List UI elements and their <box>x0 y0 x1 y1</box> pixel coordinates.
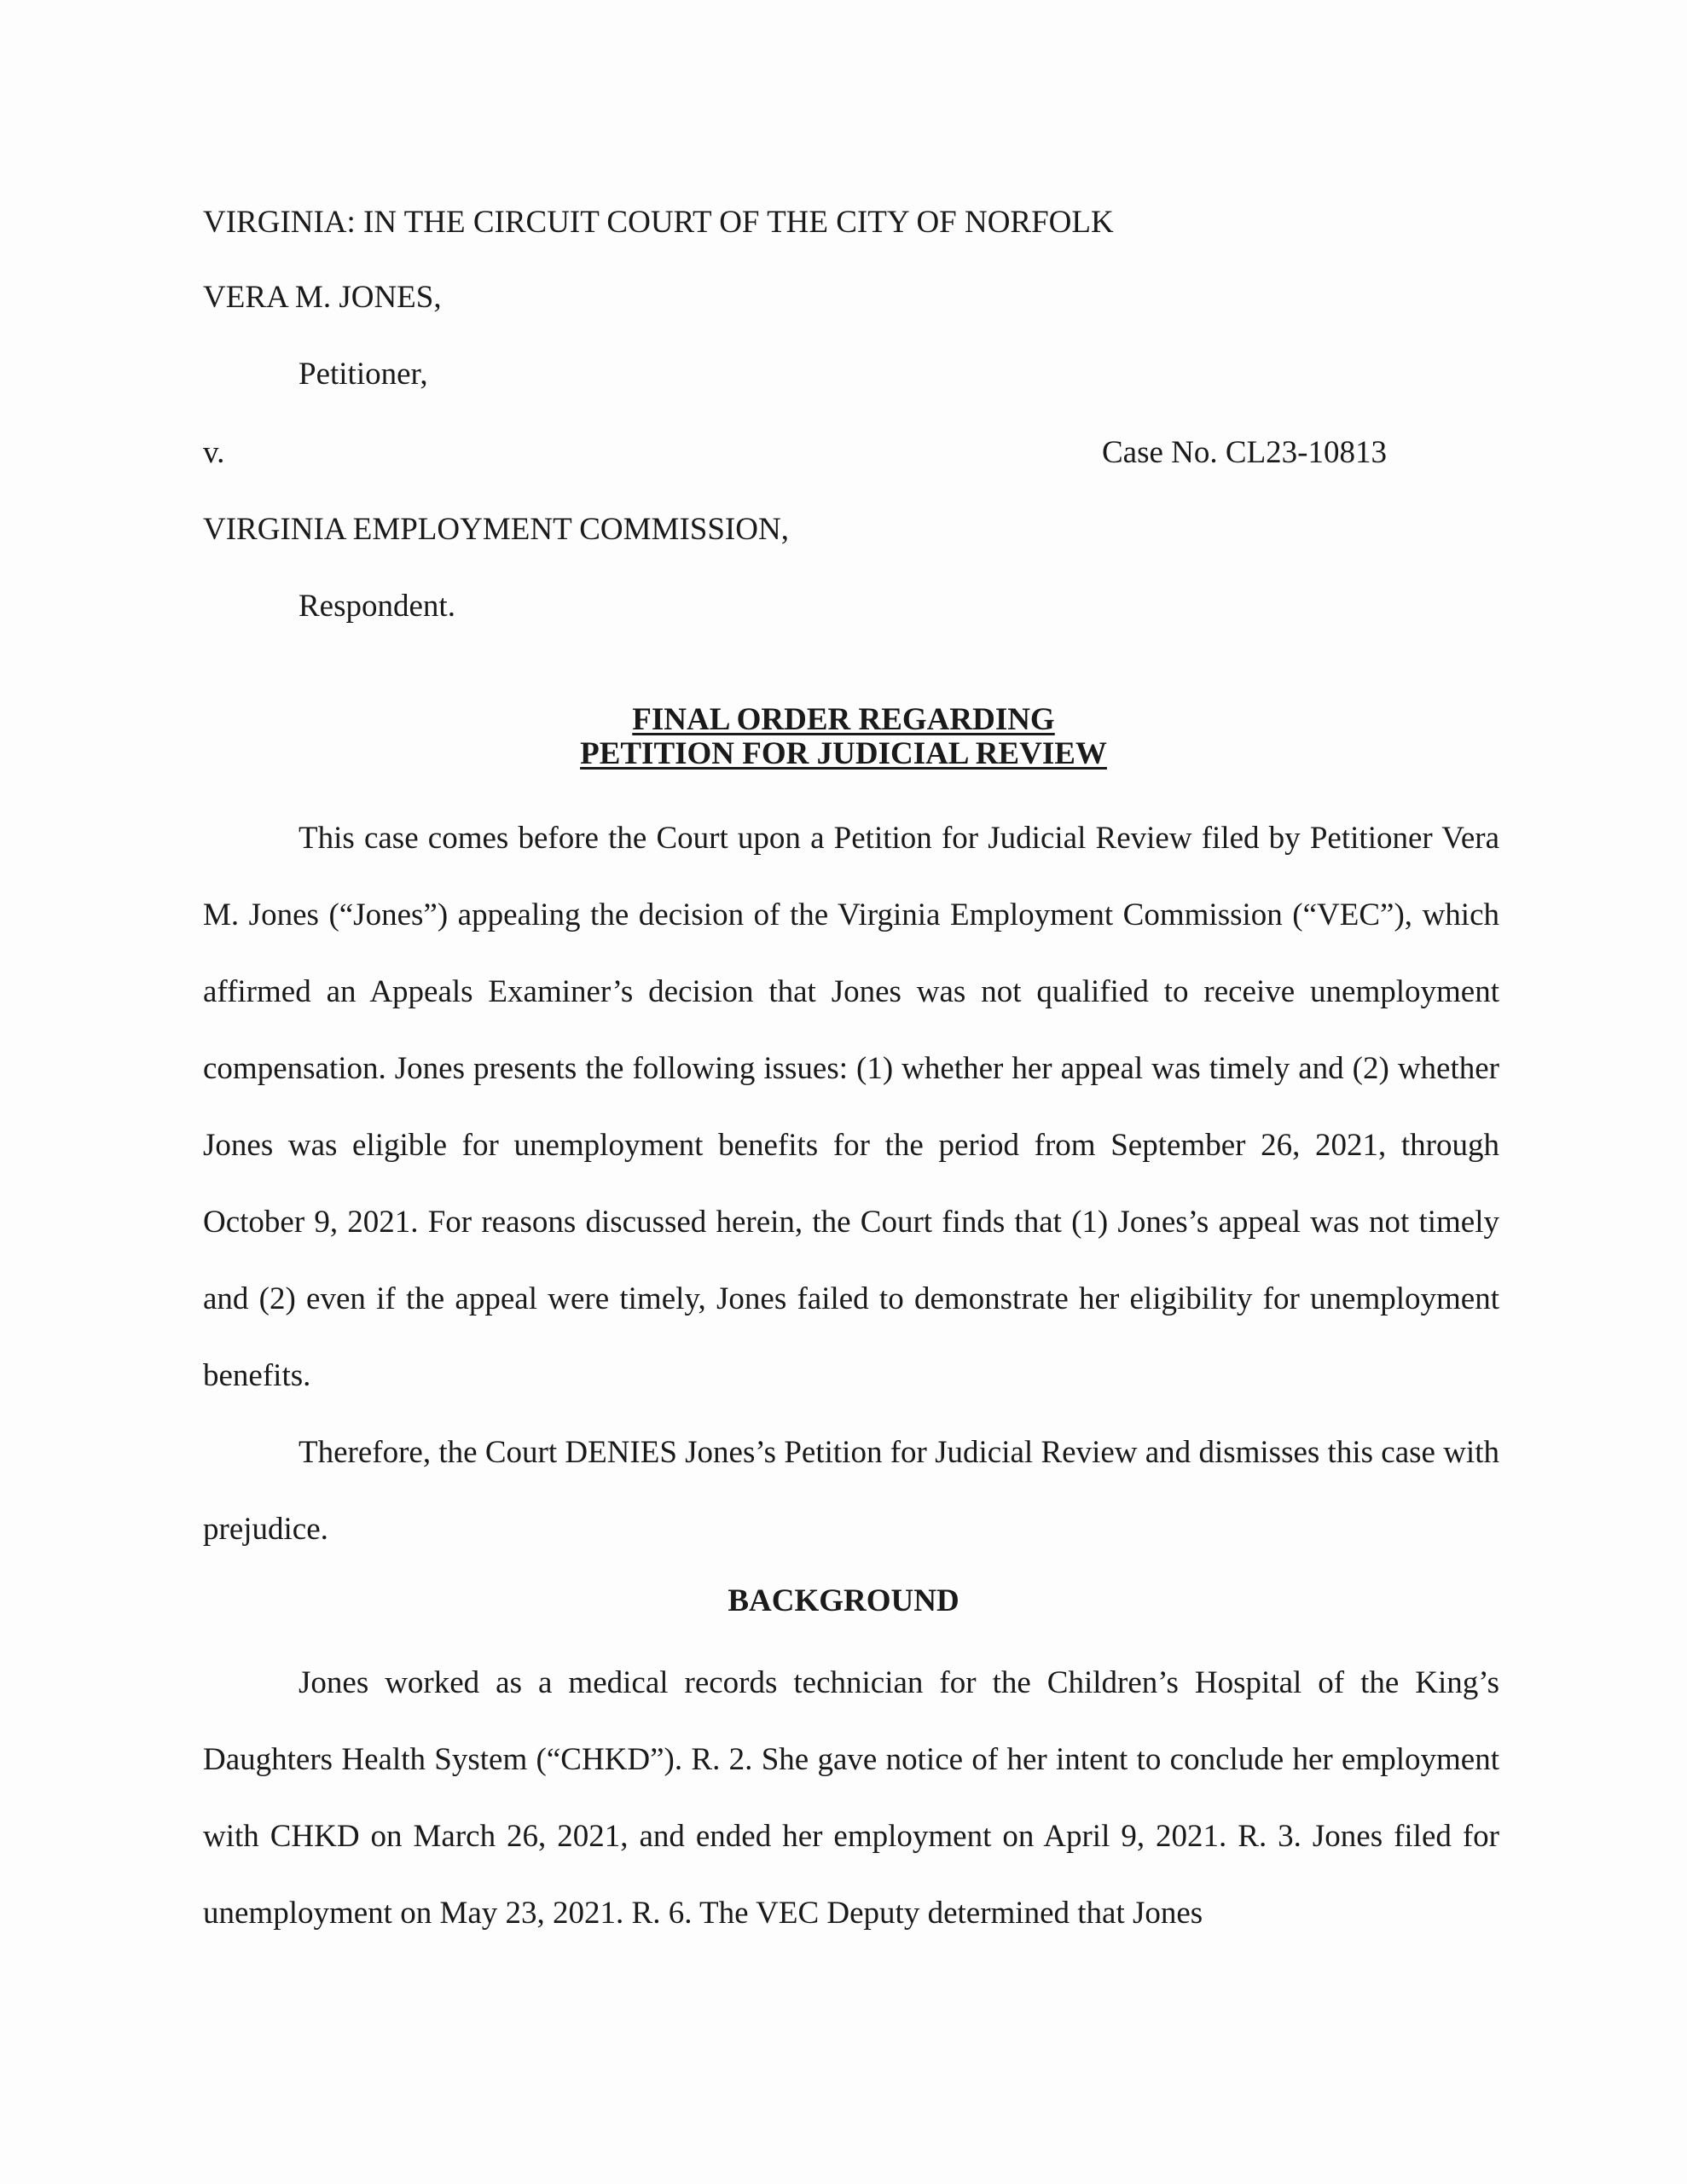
order-title-line-2: PETITION FOR JUDICIAL REVIEW <box>580 736 1107 771</box>
versus-label: v. <box>203 435 225 470</box>
respondent-role: Respondent. <box>299 589 455 624</box>
petitioner-role: Petitioner, <box>299 357 428 392</box>
court-caption: VIRGINIA: IN THE CIRCUIT COURT OF THE CITY OF NORFOLK <box>203 205 1114 240</box>
intro-paragraph: This case comes before the Court upon a Petition for Judicial Review filed by Petitioner Vera M. Jones (“Jones”) appealing the decision of the Virginia Employment Commission (“VEC”), which affirmed an Appeals Examiner’s decision that Jones was not qualified to receive unemployment compensation. Jones presents the following issues: (1) whether her appeal was timely and (2) whether Jones was eligible for unemployment benefits for the period from September 26, 2021, through October 9, 2021. For reasons discussed herein, the Court finds that (1) Jones’s appeal was not timely and (2) even if the appeal were timely, Jones failed to demonstrate her eligibility for unemployment benefits. <box>203 821 1499 1393</box>
order-title-line-1: FINAL ORDER REGARDING <box>632 702 1055 737</box>
background-paragraph: Jones worked as a medical records technician for the Children’s Hospital of the King’s Daughters Health System (“CHKD”). R. 2. She gave notice of her intent to conclude her employment with CHKD on March 26, 2021, and ended her employment on April 9, 2021. R. 3. Jones filed for unemployment on May 23, 2021. R. 6. The VEC Deputy determined that Jones <box>203 1665 1499 1931</box>
case-number: Case No. CL23-10813 <box>1102 435 1387 470</box>
ruling-paragraph: Therefore, the Court DENIES Jones’s Petition for Judicial Review and dismisses this case with prejudice. <box>203 1435 1499 1547</box>
respondent-name: VIRGINIA EMPLOYMENT COMMISSION, <box>203 512 789 547</box>
petitioner-name: VERA M. JONES, <box>203 280 442 315</box>
background-heading: BACKGROUND <box>728 1583 959 1618</box>
order-title <box>0 703 1687 771</box>
